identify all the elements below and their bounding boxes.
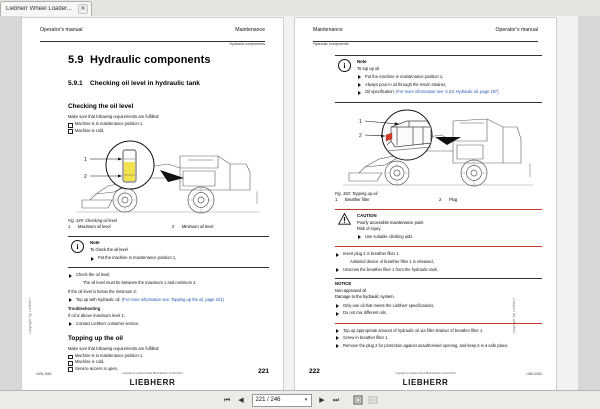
list-item: Contact Liebherr customer service. <box>68 321 269 327</box>
list-item: Unscrew the breather filter 1 from the hydraulic tank, <box>335 267 542 273</box>
footer-brand-block <box>36 366 269 387</box>
chevron-down-icon[interactable]: ▾ <box>304 397 308 403</box>
figure-350-image <box>335 107 542 189</box>
warning-triangle-icon <box>338 213 351 228</box>
document-tab[interactable] <box>0 1 92 16</box>
notice-title: NOTICE <box>335 281 352 287</box>
note-title: Note <box>90 239 100 245</box>
running-subhead-right: Hydraulic components <box>229 42 265 46</box>
list-item: Service access is open, <box>68 366 269 372</box>
legend-key-1: 1 <box>335 197 338 203</box>
figure-350-legend <box>335 197 542 204</box>
document-tab-label: Liebherr Wheel Loader... <box>6 6 72 12</box>
svg-text:LWN/10038: LWN/10038 <box>529 163 532 177</box>
page-footer <box>36 366 269 387</box>
running-subhead <box>40 42 265 50</box>
requirements-intro-2: Make sure that following requirements are fulfilled: <box>68 345 160 351</box>
document-viewport[interactable] <box>0 16 600 391</box>
wheel-loader-diagram <box>68 138 269 216</box>
caution-line-1: Poorly accessible maintenance point <box>357 219 424 225</box>
legend-value-2: Minimum oil level <box>182 224 214 230</box>
info-icon: i <box>71 240 84 253</box>
legend-value-2: Plug <box>449 197 458 203</box>
figure-349-caption: Fig. 349: Checking oil level <box>68 217 117 223</box>
previous-page-icon[interactable]: ◀ <box>238 396 244 404</box>
page-221[interactable] <box>22 18 283 390</box>
note-actions <box>90 255 269 261</box>
section-heading <box>68 80 269 87</box>
page-222[interactable] <box>295 18 556 390</box>
liebherr-logo: LIEBHERR <box>129 378 176 387</box>
note-body: To check the oil level <box>90 246 128 252</box>
list-item: Put the machine in maintenance position 1, <box>357 74 542 80</box>
info-icon: i <box>338 59 351 72</box>
list-item: Always pour in oil through the return strainer, <box>357 82 542 88</box>
note-title: Note <box>357 58 367 64</box>
list-item: Machine is cold, <box>68 128 269 134</box>
navigation-toolbar <box>0 390 600 409</box>
chapter-heading <box>68 54 269 66</box>
troubleshooting-heading: Troubleshooting <box>68 305 101 311</box>
page-number-input[interactable] <box>252 394 312 407</box>
running-head-right: Operator's manual <box>495 27 538 33</box>
viewport-gutter-right <box>578 16 600 391</box>
page-side-code: copyright by Liebherr <box>28 297 32 334</box>
running-head-left: Operator's manual <box>40 27 83 33</box>
list-item: Screw in breather filter 1. <box>335 335 542 341</box>
requirements-intro: Make sure that following requirements are fulfilled: <box>68 114 160 119</box>
notice-actions <box>335 303 542 317</box>
notice-line-1: Non-approved oil <box>335 288 367 294</box>
footer-brand-block <box>309 366 542 387</box>
running-subhead <box>313 42 538 50</box>
footer-copyright: copyright by Liebherr-Werk Bischofshofen GmbH 2014 <box>122 372 183 375</box>
list-item: Insert plug 2 in breather filter 1. <box>335 251 542 257</box>
viewport-gutter-left <box>0 16 22 391</box>
figure-callout-2: 2 <box>359 132 362 139</box>
legend-value-1: Maximum oil level <box>78 224 111 230</box>
last-page-icon[interactable]: ⏭ <box>332 396 340 404</box>
list-item-result: Antiwind device of breather filter 1 is released, <box>335 259 542 265</box>
cross-reference-link[interactable]: (For more information see: Topping up the oil, page 221) <box>121 296 224 302</box>
liebherr-logo: LIEBHERR <box>402 378 449 387</box>
page-side-code: copyright by Liebherr <box>511 297 516 334</box>
list-item: Put the machine in maintenance position 1, <box>90 255 269 261</box>
list-item: Machine is in maintenance position 1, <box>68 353 269 359</box>
notice-line-2: Damage to the hydraulic system, <box>335 294 395 300</box>
list-item: Top up with hydraulic oil. (For more information see: Topping up the oil, page 221) <box>68 297 269 303</box>
running-head <box>313 27 538 42</box>
check-steps <box>68 272 269 286</box>
chapter-number: 5.9 <box>68 54 84 66</box>
note-actions <box>357 74 542 95</box>
footer-page-number: 222 <box>309 368 320 375</box>
cross-reference-link[interactable]: (For more information see: 5.3.6 Hydraulic oil, page 187) <box>395 89 499 95</box>
fit-width-icon[interactable] <box>367 394 379 406</box>
close-icon[interactable]: ✕ <box>78 4 88 14</box>
running-head-right: Maintenance <box>235 27 265 33</box>
condition-text: If the oil level is below the minimum 2: <box>68 289 137 295</box>
list-item: Check the oil level, <box>68 272 269 278</box>
legend-key-1: 1 <box>68 224 71 230</box>
figure-349-legend <box>68 224 269 231</box>
figure-callout-1: 1 <box>84 156 87 163</box>
legend-value-1: Breather filter <box>345 197 370 203</box>
caution-box <box>335 209 542 247</box>
caution-line-2: Risk of injury. <box>357 225 382 231</box>
svg-text:LWN/10037: LWN/10037 <box>256 190 259 204</box>
legend-key-2: 2 <box>172 224 175 230</box>
running-head-left: Maintenance <box>313 27 343 33</box>
running-subhead-left: Hydraulic components <box>313 42 349 46</box>
footer-document-code: LWN-1562 <box>36 372 52 376</box>
troubleshooting-condition: If oil is above maximum level 1: <box>68 313 125 319</box>
first-page-icon[interactable]: ⏮ <box>223 396 231 404</box>
note-box <box>335 55 542 103</box>
troubleshooting-actions <box>68 321 269 327</box>
list-item: Only use oil that meets the Liebherr specifications, <box>335 303 542 309</box>
running-head <box>40 27 265 42</box>
figure-349-image <box>68 138 269 216</box>
footer-page-number: 221 <box>258 368 269 375</box>
page-number-value[interactable]: 221 / 246 <box>255 397 281 403</box>
figure-callout-1: 1 <box>359 118 362 125</box>
list-item: Top up appropriate amount of hydraulic oil via filler strainer of breather filter 1. <box>335 328 542 334</box>
topup-steps-part1 <box>335 251 542 272</box>
subsection-heading-topup: Topping up the oil <box>68 334 123 342</box>
list-item: Machine is in maintenance position 1, <box>68 121 269 127</box>
list-item: Machine is cold, <box>68 359 269 365</box>
page-footer <box>309 366 542 387</box>
list-item: Do not mix different oils. <box>335 310 542 316</box>
caution-title: CAUTION <box>357 212 377 218</box>
caution-actions <box>357 234 542 240</box>
list-item: Remove the plug 2 for protection against unauthorised opening, and keep it in a safe place, <box>335 343 542 349</box>
requirements-list <box>68 121 269 133</box>
wheel-loader-diagram <box>335 107 540 189</box>
topup-steps-part2 <box>335 328 542 349</box>
section-number: 5.9.1 <box>68 80 83 87</box>
figure-callout-2: 2 <box>84 173 87 180</box>
chapter-title: Hydraulic components <box>90 54 211 66</box>
legend-key-2: 2 <box>439 197 442 203</box>
next-page-icon[interactable]: ▶ <box>319 396 325 404</box>
note-box <box>68 236 269 268</box>
list-item: Oil specification: (For more information see: 5.3.6 Hydraulic oil, page 187) <box>357 89 542 95</box>
list-item-result: The oil level must be between the maximum 1 and minimum 2. <box>68 280 269 286</box>
fit-page-icon[interactable] <box>352 394 364 406</box>
list-item: Use suitable climbing aids. <box>357 234 542 240</box>
section-title: Checking oil level in hydraulic tank <box>90 80 200 87</box>
tab-strip <box>0 0 600 17</box>
notice-box <box>335 278 542 324</box>
footer-document-code: LWN-1562 <box>526 372 542 376</box>
subsection-heading-check: Checking the oil level <box>68 103 134 110</box>
note-body: To top up oil <box>357 65 380 71</box>
footer-copyright: copyright by Liebherr-Werk Bischofshofen GmbH 2014 <box>395 372 456 375</box>
figure-350-caption: Fig. 350: Topping up oil <box>335 190 378 196</box>
topup-steps <box>68 297 269 303</box>
